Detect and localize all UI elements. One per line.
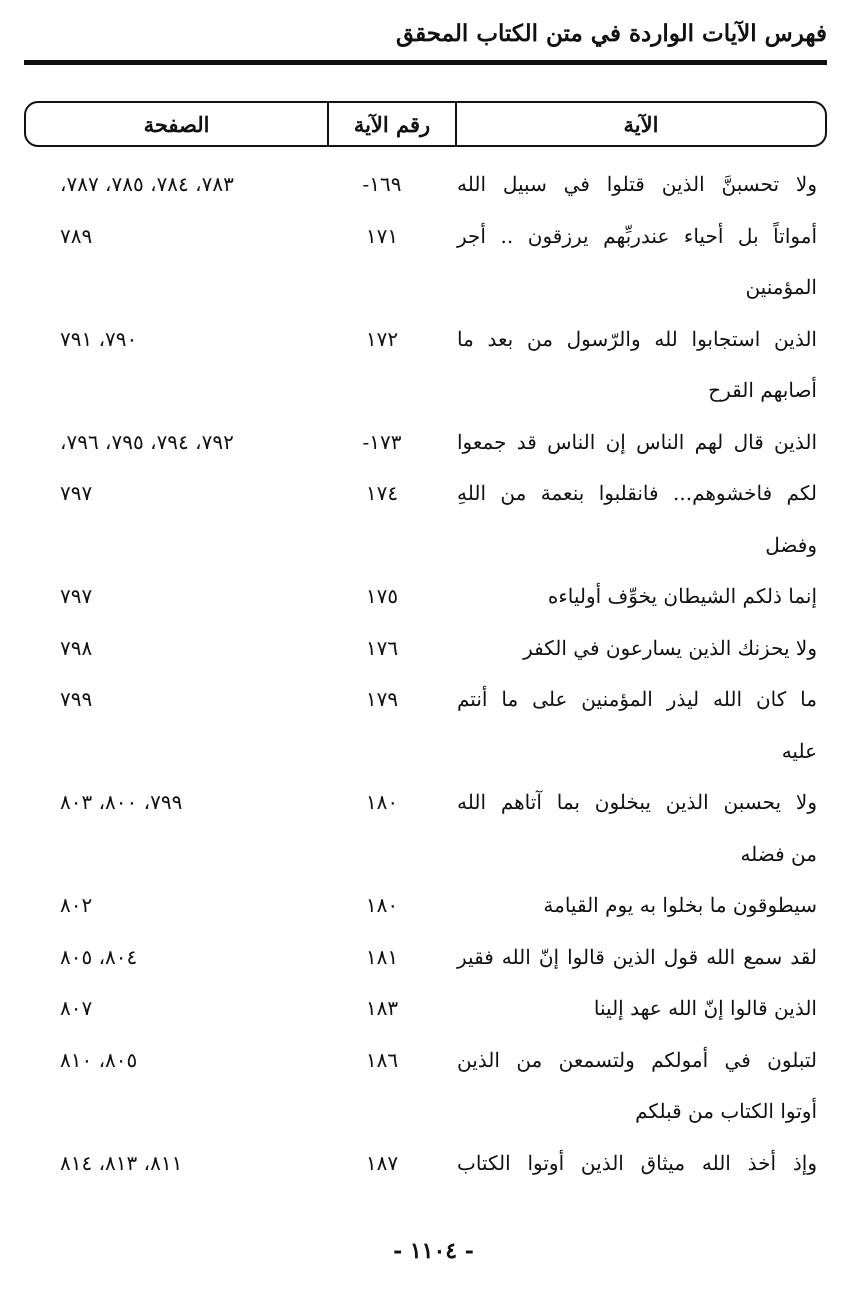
- verse-number: ١٧٩: [365, 687, 399, 711]
- running-title: فهرس الآيات الواردة في متن الكتاب المحقق: [395, 20, 827, 47]
- index-row: [0, 1137, 867, 1189]
- verse-number: ١٨٧: [365, 1151, 399, 1175]
- verse-number: ١٨٦: [365, 1048, 399, 1072]
- verse-number: ١٨٠: [365, 893, 399, 917]
- page-references: ٧٨٩: [60, 224, 93, 248]
- column-header-page: الصفحة: [143, 111, 210, 137]
- verse-number: ١٧٢: [365, 327, 399, 351]
- verse-number: ١٨٣: [365, 996, 399, 1020]
- verse-number: ١٧٤: [365, 481, 399, 505]
- verse-number: ١٧١: [365, 224, 399, 248]
- verse-text: إنما ذلكم الشيطان يخوِّف أولياءه: [547, 584, 817, 608]
- verse-continuation: من فضله: [740, 842, 817, 866]
- page-references: ٨٠٥، ٨١٠: [60, 1048, 138, 1072]
- verse-text: ولا تحسبنَّ الذين قتلوا في سبيل الله: [457, 172, 817, 196]
- index-row: [0, 982, 867, 1034]
- verse-number: ١٨١: [365, 945, 399, 969]
- page-references: ٧٩٧: [60, 584, 93, 608]
- page-references: ٨٠٢: [60, 893, 93, 917]
- index-row: [0, 622, 867, 674]
- verse-number: ١٧٥: [365, 584, 399, 608]
- index-row: [0, 1034, 867, 1086]
- page-references: ٨١١، ٨١٣، ٨١٤: [60, 1151, 183, 1175]
- page-references: ٨٠٧: [60, 996, 93, 1020]
- verse-text: ولا يحسبن الذين يبخلون بما آتاهم الله: [457, 790, 817, 814]
- verse-text: ولا يحزنك الذين يسارعون في الكفر: [523, 636, 817, 660]
- page-references: ٧٩٨: [60, 636, 93, 660]
- page-references: ٧٩٧: [60, 481, 93, 505]
- page-references: ٧٩٢، ٧٩٤، ٧٩٥، ٧٩٦،: [60, 430, 234, 454]
- verse-number: ١٧٦: [365, 636, 399, 660]
- verse-continuation: أصابهم القرح: [708, 378, 817, 402]
- verse-text: وإذ أخذ الله ميثاق الذين أوتوا الكتاب: [457, 1151, 817, 1175]
- index-row: [0, 931, 867, 983]
- verse-text: لقد سمع الله قول الذين قالوا إنّ الله فقير: [457, 945, 817, 969]
- verse-text: الذين قال لهم الناس إن الناس قد جمعوا: [457, 430, 817, 454]
- verse-text: الذين قالوا إنّ الله عهد إلينا: [593, 996, 817, 1020]
- title-rule: [24, 60, 827, 65]
- verse-continuation: وفضل: [765, 533, 817, 557]
- index-row: [0, 570, 867, 622]
- table-header: [24, 101, 827, 147]
- verse-number: ١٨٠: [365, 790, 399, 814]
- verse-text: لكم فاخشوهم... فانقلبوا بنعمة من اللهِ: [457, 481, 817, 505]
- verse-text: ما كان الله ليذر المؤمنين على ما أنتم: [457, 687, 817, 711]
- page-references: ٧٩٩، ٨٠٠، ٨٠٣: [60, 790, 183, 814]
- verse-number: ١٧٣-: [362, 430, 402, 454]
- index-row: [0, 879, 867, 931]
- column-header-verse: الآية: [455, 103, 825, 145]
- verse-number: ١٦٩-: [362, 172, 402, 196]
- index-row: [0, 313, 867, 365]
- verse-text: سيطوقون ما بخلوا به يوم القيامة: [543, 893, 817, 917]
- verse-continuation: المؤمنين: [745, 275, 817, 299]
- page-references: ٧٩٩: [60, 687, 93, 711]
- index-row: [0, 673, 867, 725]
- index-row: [0, 210, 867, 262]
- index-row: [0, 158, 867, 210]
- page-number: - ١١٠٤ -: [393, 1238, 474, 1264]
- verse-text: أمواتاً بل أحياء عندربِّهم يرزقون .. أجر: [457, 224, 817, 248]
- column-header-verse-number: رقم الآية: [327, 103, 455, 145]
- verse-continuation: أوتوا الكتاب من قبلكم: [635, 1099, 817, 1123]
- index-row: [0, 416, 867, 468]
- index-row: [0, 776, 867, 828]
- verse-continuation: عليه: [781, 739, 817, 763]
- index-row: [0, 467, 867, 519]
- verse-text: لتبلون في أمولكم ولتسمعن من الذين: [457, 1048, 817, 1072]
- verse-text: الذين استجابوا لله والرّسول من بعد ما: [457, 327, 817, 351]
- page-references: ٧٨٣، ٧٨٤، ٧٨٥، ٧٨٧،: [60, 172, 234, 196]
- page-references: ٧٩٠، ٧٩١: [60, 327, 138, 351]
- page-references: ٨٠٤، ٨٠٥: [60, 945, 138, 969]
